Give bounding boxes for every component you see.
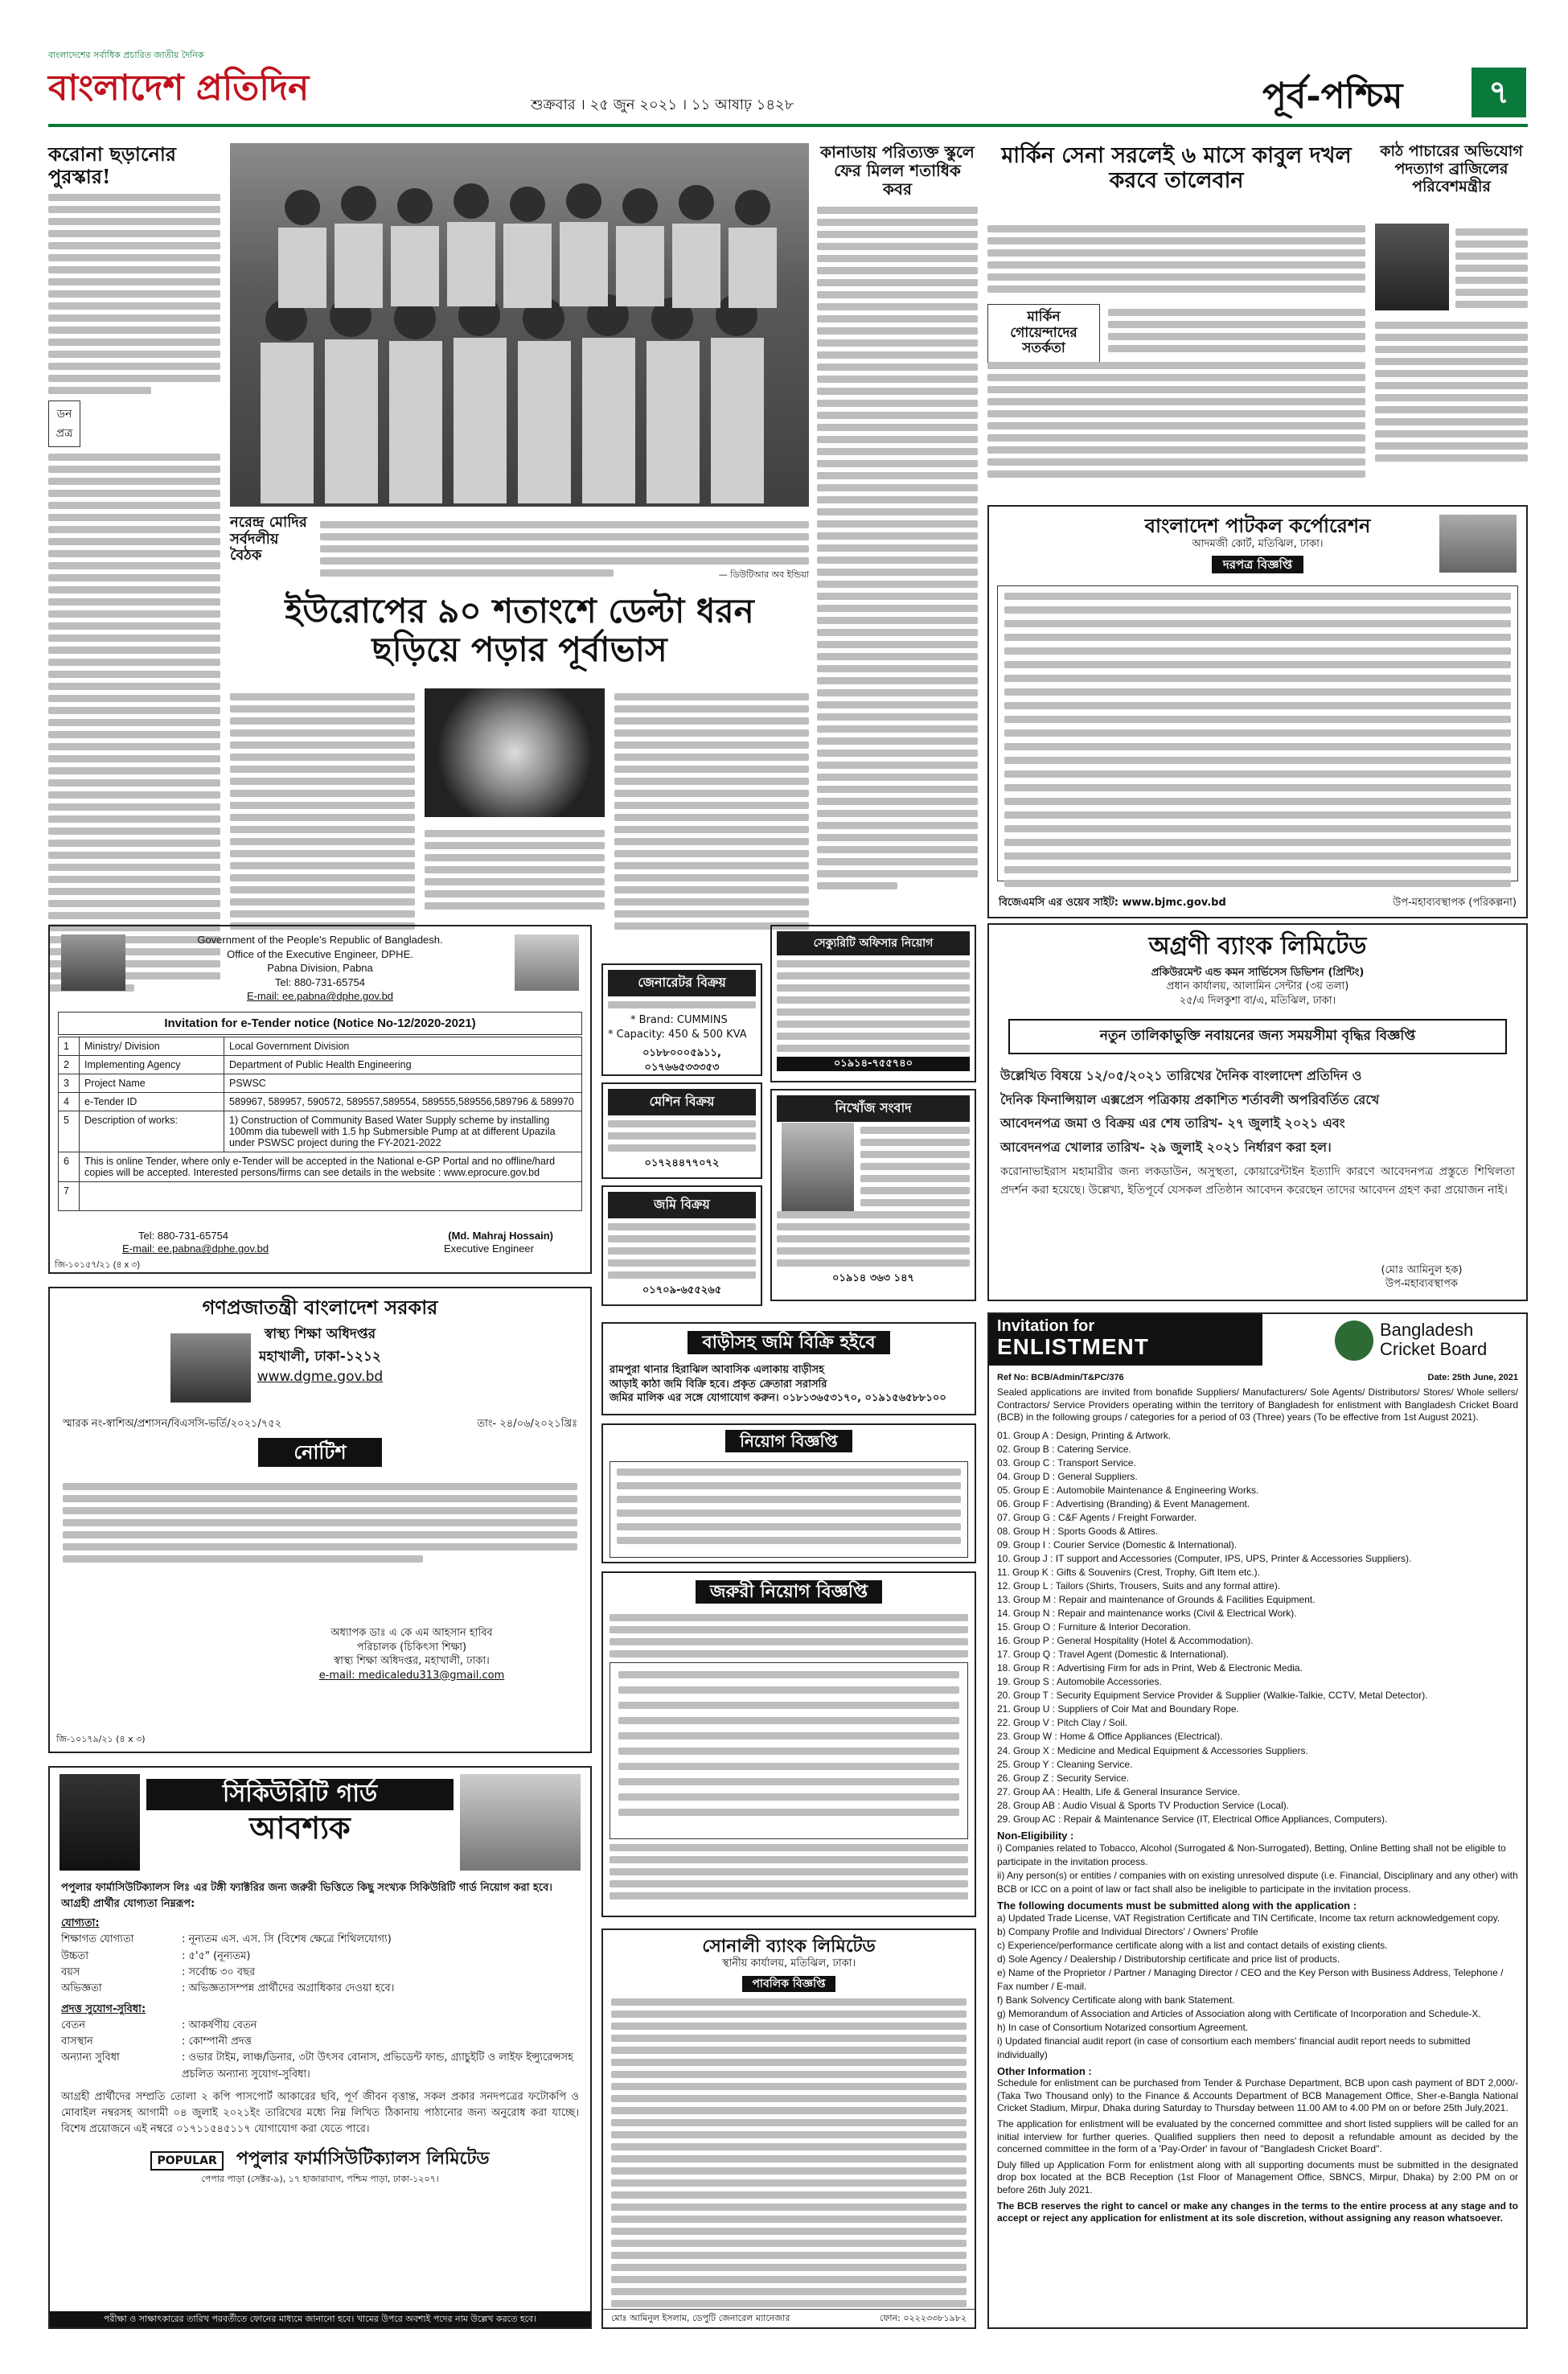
house-title-wrap [610, 1329, 968, 1358]
table-row [59, 1074, 582, 1092]
ad-recruitment [601, 1423, 976, 1563]
ad-title: সেক্যুরিটি অফিসার নিয়োগ [777, 931, 970, 955]
list-item: 12. Group L : Tailors (Shirts, Trousers, Suits and any formal attire). [997, 1580, 1281, 1592]
dgme-address: মহাখালী, ঢাকা-১২১২ [259, 1348, 381, 1365]
list-item [61, 1965, 579, 1981]
article-headline: করোনা ছড়ানোর পুরস্কার! [48, 142, 177, 188]
table-row [59, 1152, 582, 1181]
article-canada-graves [817, 143, 978, 915]
security-phone: ০১৯১৪-৭৫৫৭৪০ [777, 1057, 970, 1071]
ad-title: বাংলাদেশ পাটকল কর্পোরেশন [1144, 514, 1371, 537]
side-tag: ডন প্রত্র [48, 400, 80, 447]
bcb-date: Date: 25th June, 2021 [1427, 1373, 1518, 1382]
list-item: 19. Group S : Automobile Accessories. [997, 1676, 1162, 1688]
sign-name: অধ্যাপক ডাঃ এ কে এম আহসান হাবিব [330, 1627, 493, 1639]
list-item: 09. Group I : Courier Service (Domestic & International). [997, 1539, 1238, 1551]
agrani-address: ২৫/এ দিলকুশা বা/এ, মতিঝিল, ঢাকা। [1179, 994, 1336, 1007]
bcb-org [1380, 1320, 1487, 1359]
article-corona-reward [48, 143, 220, 923]
list-item: f) Bank Solvency Certificate along with bank Statement. [997, 1994, 1235, 2006]
row-number: 4 [59, 1092, 80, 1111]
bcb-org-1: Bangladesh [1380, 1320, 1474, 1340]
dphe-badge [515, 934, 579, 991]
ad-dphe-etender [48, 925, 592, 1274]
issue-date: শুক্রবার । ২৫ জুন ২০২১ । ১১ আষাঢ় ১৪২৮ [531, 97, 794, 113]
article-body-col-2 [1108, 304, 1365, 357]
factory-photo [460, 1774, 581, 1871]
group-photo-illustration [230, 143, 809, 507]
guard-apply: আগ্রহী প্রার্থীদের সম্প্রতি তোলা ২ কপি পাসপোর্ট আকারের ছবি, পূর্ণ জীবন বৃত্তান্ত, সকল প্রকার সনদপত্রের ফটোকপি ও মোবাইল নম্বরসহ আগামী ০৪ জুলাই ২০২১ইং তারিখের মধ্যে নিম্ন লিখিত ঠিকানায় পাঠানোর জন্য অনুরোধ করা যাচ্ছে। বিশেষ প্রয়োজনে এই নম্বরে ০১৭১১৫৪৫১১৭ যোগাযোগ করা যেতে পারে। [61, 2090, 579, 2135]
list-item: i) Updated financial audit report (in case of consortium each members' financial audit report needs to submitted individually) [997, 2035, 1471, 2061]
row-number: 6 [59, 1152, 80, 1181]
dphe-sign-name: (Md. Mahraj Hossain) [448, 1230, 553, 1242]
ad-sonali-bank [601, 1928, 976, 2329]
bcb-non-elig-list [997, 1842, 1518, 1896]
list-item: 02. Group B : Catering Service. [997, 1443, 1131, 1455]
dphe-email: E-mail: ee.pabna@dphe.gov.bd [246, 990, 394, 1003]
page-number-badge [1472, 68, 1526, 117]
dgme-body [63, 1478, 577, 1567]
list-item [61, 2050, 579, 2082]
page-number: ৭ [1488, 74, 1509, 111]
ad-subtitle: দরপত্র বিজ্ঞপ্তি [1212, 556, 1303, 573]
house-phone-1: ০১৮১৩৬৫৩১৭০ [782, 1392, 858, 1405]
list-item [61, 1932, 579, 1948]
row-key: Description of works: [80, 1111, 224, 1152]
machine-phone: ০১৭২৪৪৭৭০৭২ [644, 1157, 720, 1169]
list-item: 18. Group R : Advertising Firm for ads in Print, Web & Electronic Media. [997, 1662, 1303, 1674]
ad-machine-sale [601, 1082, 762, 1179]
item-label: উচ্চতা [61, 1949, 89, 1962]
bcb-header-band [989, 1314, 1262, 1366]
ad-security-guard [48, 1766, 592, 2329]
dgme-gov: গণপ্রজাতন্ত্রী বাংলাদেশ সরকার [202, 1296, 438, 1319]
article-subhead: মার্কিন গোয়েন্দাদের সতর্কতা [987, 304, 1100, 363]
ad-title: জেনারেটর বিক্রয় [608, 970, 756, 996]
article-body [48, 194, 220, 394]
article-body-continued [48, 454, 220, 992]
guard-title-2: আবশ্যক [249, 1809, 351, 1846]
missing-person-photo [782, 1123, 854, 1211]
list-item: 21. Group U : Suppliers of Coir Mat and Boundary Rope. [997, 1703, 1239, 1715]
list-item: 27. Group AA : Health, Life & General Insurance Service. [997, 1785, 1241, 1797]
sign-title: পরিচালক (চিকিৎসা শিক্ষা) [356, 1641, 467, 1653]
mujib-portrait [170, 1333, 251, 1403]
ad-bjmc-tender [987, 505, 1528, 918]
guard-company-block [61, 2149, 579, 2171]
bcb-other-3: Duly filled up Application Form for enlistment along with all supporting documents must be submitted in the designated drop box located at the BCB Reception (1st Floor of Management Office, SBNCS, Mirpur, Dhaka) by 2:00 PM on or before 26th July 2021. [997, 2158, 1518, 2195]
list-item: 03. Group C : Transport Service. [997, 1456, 1136, 1468]
list-item: 23. Group W : Home & Office Appliances (Electrical). [997, 1731, 1223, 1743]
item-label: বয়স [61, 1965, 80, 1978]
table-row [59, 1111, 582, 1152]
sign-name: মোঃ আমিনুল ইসলাম, ডেপুটি জেনারেল ম্যানেজার [611, 2312, 790, 2323]
land-phone: ০১৭০৯-৬৫৫২৬৫ [642, 1284, 722, 1296]
sonali-notice-wrap [611, 1974, 967, 1994]
logo-tagline: বাংলাদেশের সর্বাধিক প্রচারিত জাতীয় দৈনিক [48, 50, 204, 60]
guard-body [61, 1880, 579, 2185]
row-value: Department of Public Health Engineering [224, 1055, 582, 1074]
list-item: 22. Group V : Pitch Clay / Soil. [997, 1717, 1128, 1729]
bjmc-signatory: উপ-মহাব্যবস্থাপক (পরিকল্পনা) [1393, 897, 1517, 910]
row-value: PSWSC [224, 1074, 582, 1092]
bjmc-tender-table [997, 585, 1518, 881]
guard-benefit-head: প্রদত্ত সুযোগ-সুবিধা: [61, 2002, 146, 2015]
article-headline: ইউরোপের ৯০ শতাংশে ডেল্টা ধরন ছড়িয়ে পড়ার পূর্বাভাস [285, 591, 754, 670]
item-value: : অভিজ্ঞতাসম্পন্ন প্রার্থীদের অগ্রাধিকার দেওয়া হবে। [182, 1982, 395, 1994]
dphe-footer-email: E-mail: ee.pabna@dphe.gov.bd [122, 1242, 269, 1255]
lead-photo-caption [230, 515, 809, 581]
list-item [61, 1949, 579, 1965]
classifieds-col-a [601, 963, 762, 1309]
bcb-inv-line1: Invitation for [997, 1317, 1095, 1335]
list-item: b) Company Profile and Individual Directors' / Owners' Profile [997, 1925, 1258, 1937]
dphe-code: জি-১০১৫৭/২১ (৪ x ৩) [55, 1259, 141, 1270]
section-title: পূর্ব-পশ্চিম [1262, 76, 1403, 117]
dgme-notice: নোটিশ [258, 1438, 381, 1467]
ad-land-sale [601, 1185, 762, 1306]
bcb-other-head: Other Information : [997, 2065, 1092, 2078]
list-item: a) Updated Trade License, VAT Registration Certificate and TIN Certificate, Income tax return acknowledgement copy. [997, 1912, 1500, 1924]
list-item [61, 2018, 579, 2034]
recruit-title-wrap [610, 1430, 968, 1456]
agrani-body-1: উল্লেখিত বিষয়ে ১২/০৫/২০২১ তারিখের দৈনিক বাংলাদেশ প্রতিদিন ও [1000, 1068, 1362, 1084]
agrani-body-5: করোনাভাইরাস মহামারীর জন্য লকডাউন, অসুস্থতা, কোয়ারেন্টাইন ইত্যাদি কারণে আবেদনপত্র প্রস্তুতে শিথিলতা প্রদর্শন করা হয়েছে। উল্লেখ্য, ইতিপূর্বে যেসকল প্রতিষ্ঠান আবেদন করেছেন তাদের আবেদন গ্রহণ করা প্রয়োজন নাই। [1000, 1164, 1515, 1197]
list-item: 29. Group AC : Repair & Maintenance Service (IT, Electrical Office Appliances, Computers). [997, 1813, 1388, 1825]
item-label: অভিজ্ঞতা [61, 1982, 102, 1994]
dphe-gov: Government of the People's Republic of Bangladesh. [197, 934, 443, 946]
mujib-portrait [61, 934, 125, 991]
row-value: Local Government Division [224, 1037, 582, 1055]
list-item: d) Sole Agency / Dealership / Distributorship certificate and price list of products. [997, 1953, 1340, 1965]
dphe-table [58, 1037, 582, 1211]
article-kabul-taliban [987, 143, 1365, 497]
sonali-body [611, 1998, 967, 2307]
bcb-content [997, 1386, 1518, 2225]
article-body-right [1455, 224, 1528, 313]
guard-company: পপুলার ফার্মাসিউটিক্যালস লিমিটেড [236, 2148, 490, 2170]
guard-lead: পপুলার ফার্মাসিউটিক্যালস লিঃ এর টঙ্গী ফ্যাক্টরির জন্য জরুরী ভিত্তিতে কিছু সংখ্যক সিকিউরিটি গার্ড নিয়োগ করা হবে। আগ্রহী প্রার্থীর যোগ্যতা নিম্নরূপ: [61, 1882, 552, 1911]
article-headline: কানাডায় পরিত্যক্ত স্কুলে ফের মিলল শতাধিক কবর [820, 142, 975, 199]
guard-footer: পরীক্ষা ও সাক্ষাৎকারের তারিখ পরবর্তীতে ফোনের মাধ্যমে জানানো হবে। খামের উপরে অবশ্যই পদের নাম উল্লেখ করতে হবে। [50, 2311, 590, 2327]
item-label: অন্যান্য সুবিধা [61, 2052, 120, 2064]
ad-house-land-sale [601, 1322, 976, 1415]
list-item: 20. Group T : Security Equipment Service Provider & Supplier (Walkie-Talkie, CCTV, Metal Detector). [997, 1690, 1428, 1702]
dgme-memo-date: তাং- ২৪/০৬/২০২১খ্রিঃ [477, 1418, 577, 1430]
list-item: 14. Group N : Repair and maintenance works (Civil & Electrical Work). [997, 1608, 1297, 1620]
ad-bcb-enlistment [987, 1312, 1528, 2329]
table-row [59, 1181, 582, 1210]
dphe-division: Pabna Division, Pabna [267, 962, 373, 975]
list-item: 16. Group P : General Hospitality (Hotel & Accommodation). [997, 1635, 1254, 1647]
ad-address: আদমজী কোর্ট, মতিঝিল, ঢাকা। [1192, 537, 1324, 550]
house-title: বাড়ীসহ জমি বিক্রি হইবে [688, 1331, 889, 1354]
list-item: 13. Group M : Repair and maintenance of Grounds & Facilities Equipment. [997, 1594, 1316, 1606]
agrani-body-4: আবেদনপত্র খোলার তারিখ- ২৯ জুলাই ২০২১ নির্ধারণ করা হল। [1000, 1139, 1332, 1155]
item-value: : আকর্ষণীয় বেতন [182, 2019, 257, 2032]
generator-brand: * Brand: CUMMINS [630, 1014, 728, 1026]
bcb-group-list [997, 1429, 1518, 1826]
bcb-org-2: Cricket Board [1380, 1339, 1488, 1360]
table-row [59, 1092, 582, 1111]
row-number: 1 [59, 1037, 80, 1055]
list-item: 25. Group Y : Cleaning Service. [997, 1758, 1133, 1770]
row-number: 2 [59, 1055, 80, 1074]
dgme-memo: স্মারক নং-স্বাশিঅ/প্রশাসন/বিএসসি-ভর্তি/২০২১/৭৫২ [63, 1418, 282, 1430]
bjmc-portrait [1439, 515, 1517, 573]
table-row [59, 1055, 582, 1074]
list-item: 10. Group J : IT support and Accessories (Computer, IPS, UPS, Printer & Accessories Suppliers). [997, 1553, 1412, 1565]
list-item: 11. Group K : Gifts & Souvenirs (Crest, Trophy, Gift Item etc.). [997, 1567, 1260, 1579]
list-item: 15. Group O : Furniture & Interior Decoration. [997, 1621, 1191, 1633]
ad-security-officer [770, 925, 976, 1082]
caption-signature: — ডিউটিআর অব ইন্ডিয়া [718, 569, 809, 580]
urgent-title-wrap [610, 1578, 968, 1608]
newspaper-logo: বাংলাদেশ প্রতিদিন [48, 68, 310, 109]
masthead-divider [48, 124, 1528, 127]
dphe-tel: Tel: 880-731-65754 [274, 975, 366, 988]
article-body-col-1 [230, 688, 415, 934]
bcb-ref: Ref No: BCB/Admin/T&PC/376 [997, 1373, 1124, 1382]
row-note: This is online Tender, where only e-Tender will be accepted in the National e-GP Portal and no offline/hard copies will be accepted. Interested persons/firms can see details in the website : www.eprocure.gov.bd [80, 1152, 582, 1181]
article-body-col-3 [614, 688, 809, 934]
table-row [59, 1037, 582, 1055]
item-value: : কোম্পানী প্রদত্ত [182, 2035, 252, 2048]
agrani-body-2: দৈনিক ফিনান্সিয়াল এক্সপ্রেস পত্রিকায় প্রকাশিত শর্তাবলী অপরিবর্তিত রেখে [1000, 1091, 1380, 1107]
list-item: 08. Group H : Sports Goods & Attires. [997, 1526, 1159, 1537]
sonali-phone: ফোন: ০২২২৩৩৮১৯৮২ [879, 2312, 967, 2323]
sign-email: e-mail: medicaledu313@gmail.com [318, 1669, 505, 1682]
missing-phone: ০১৯১৪ ৩৬৩ ১৪৭ [832, 1272, 914, 1284]
guard-title-wrap [146, 1779, 454, 1845]
sonali-signature [603, 2309, 975, 2327]
list-item: 01. Group A : Design, Printing & Artwork. [997, 1429, 1172, 1441]
item-value: : নূন্যতম এস. এস. সি (বিশেষ ক্ষেত্রে শিথিলযোগ্য) [182, 1933, 392, 1946]
list-item: 05. Group E : Automobile Maintenance & Engineering Works. [997, 1484, 1259, 1496]
ad-title: মেশিন বিক্রয় [608, 1089, 756, 1115]
recruit-table [610, 1461, 968, 1558]
bcb-inv-line2: ENLISTMENT [997, 1334, 1149, 1359]
list-item [61, 2034, 579, 2050]
row-value: 589967, 589957, 590572, 589557,589554, 589555,589556,589796 & 589970 [224, 1092, 582, 1111]
guard-title: সিকিউরিটি গার্ড [146, 1779, 454, 1810]
row-number: 5 [59, 1111, 80, 1152]
sign-office: স্বাস্থ্য শিক্ষা অধিদপ্তর, মহাখালী, ঢাকা। [334, 1655, 490, 1668]
article-body-col-3 [987, 357, 1365, 483]
row-note [80, 1181, 582, 1210]
caption-title: নরেন্দ্র মোদির সর্বদলীয় বৈঠক [230, 514, 307, 565]
agrani-notice-title: নতুন তালিকাভুক্তি নবায়নের জন্য সময়সীমা বৃদ্ধির বিজ্ঞপ্তি [1008, 1019, 1507, 1054]
list-item: 04. Group D : General Suppliers. [997, 1470, 1138, 1482]
bcb-docs-head: The following documents must be submitted along with the application : [997, 1899, 1357, 1912]
recruit-title: নিয়োগ বিজ্ঞপ্তি [725, 1430, 852, 1452]
ad-title: নিখোঁজ সংবাদ [777, 1095, 970, 1122]
list-item: 24. Group X : Medicine and Medical Equipment & Accessories Suppliers. [997, 1744, 1308, 1756]
list-item: c) Experience/performance certificate along with a list and contact details of existing clients. [997, 1939, 1388, 1951]
bcb-docs-list [997, 1912, 1518, 2062]
sign-name: (মোঃ আমিনুল হক) [1381, 1263, 1463, 1276]
list-item: ii) Any person(s) or entities / companies with on existing unresolved dispute (i.e. Financial, Disciplinary and any other) with BCB or ICC on a point of law or fact shall also be ineligible to participate in the invitation process. [997, 1869, 1518, 1895]
dphe-notice-title: Invitation for e-Tender notice (Notice No-12/2020-2021) [58, 1012, 582, 1035]
item-label: বেতন [61, 2019, 86, 2032]
classifieds-col-b [770, 925, 976, 1311]
row-value: 1) Construction of Community Based Water Supply scheme by installing 100mm dia tubewell with 1.5 hp Submersible Pump at at different Upazila under PSWSC project during the FY-2021-2022 [224, 1111, 582, 1152]
article-body [1375, 317, 1528, 466]
sign-title: উপ-মহাব্যবস্থাপক [1385, 1278, 1458, 1291]
guard-benefits [61, 2018, 579, 2083]
masthead [48, 47, 1528, 135]
sonali-notice: পাবলিক বিজ্ঞপ্তি [742, 1976, 835, 1992]
sonali-branch: স্থানীয় কার্যালয়, মতিঝিল, ঢাকা। [721, 1957, 856, 1970]
generator-phone: ০১৮৮০০০৫৯১১, ০১৭৬৬৫৩৩৩৫৩ [642, 1047, 721, 1074]
bcb-other-4: The BCB reserves the right to cancel or make any changes in the terms to the entire process at any stage and to accept or reject any application for enlistment at its sole discretion, without assigning any reason whatsoever. [997, 2199, 1518, 2224]
ad-urgent-recruitment [601, 1571, 976, 1917]
list-item: e) Name of the Proprietor / Partner / Managing Director / CEO and the Key Person with Business Address, Telephone / Fax number / E-mail. [997, 1966, 1504, 1992]
house-line1: রামপুরা থানার হিরাঝিল আবাসিক এলাকায় বাড়ীসহ [610, 1364, 824, 1376]
article-delta-variant [230, 592, 809, 962]
article-body [817, 207, 978, 889]
bcb-logo [1335, 1320, 1373, 1361]
bcb-other-1: Schedule for enlistment can be purchased from Tender & Purchase Department, BCB upon cash payment of BDT 2,000/-(Taka Two Thousand only) to the Finance & Accounts Department of BCB Management Office, Sher-e-Bangla National Cricket Stadium, Mirpur, Dhaka during Saturday to Thursday between 11.00 AM to 4.00 PM on or before 25th July,2021. [997, 2077, 1518, 2114]
list-item: 28. Group AB : Audio Visual & Sports TV Production Service (Local). [997, 1799, 1290, 1811]
agrani-bank: অগ্রণী ব্যাংক লিমিটেড [1148, 932, 1367, 960]
row-number: 3 [59, 1074, 80, 1092]
dphe-footer-tel: Tel: 880-731-65754 [138, 1230, 229, 1242]
item-value: : সর্বোচ্চ ৩০ বছর [182, 1965, 256, 1978]
generator-capacity: * Capacity: 450 & 500 KVA [608, 1028, 747, 1041]
row-key: e-Tender ID [80, 1092, 224, 1111]
urgent-title: জরুরী নিয়োগ বিজ্ঞপ্তি [696, 1580, 882, 1604]
row-key: Project Name [80, 1074, 224, 1092]
bjmc-website: বিজেএমসি এর ওয়েব সাইট: www.bjmc.gov.bd [999, 897, 1226, 910]
guard-qual-head: যোগ্যতা: [61, 1917, 100, 1930]
ad-generator-sale [601, 963, 762, 1076]
bcb-intro: Sealed applications are invited from bonafide Suppliers/ Manufacturers/ Sole Agents/ Distributors/ Stores/ Whole sellers/ Contractors/ Service Providers operating within the territory of Bangladesh for enlistment with Bangladesh Cricket Board (BCB) in the following groups / categories for a period of 03 (Three) years (To be effective from 1st August 2021). [997, 1386, 1518, 1423]
minister-photo [1375, 224, 1449, 310]
ad-dgme-notice [48, 1287, 592, 1753]
item-value: : ৫'৫" (নূন্যতম) [182, 1949, 251, 1962]
house-line2: আড়াই কাঠা জমি বিক্রি হবে। প্রকৃত ক্রেতারা সরাসরি [610, 1378, 827, 1390]
agrani-division: প্রকিউরমেন্ট এন্ড কমন সার্ভিসেস ডিভিশন (প্রিন্টিং) [1151, 966, 1365, 979]
guard-qualifications [61, 1932, 579, 1997]
dgme-code: জি-১০১৭৯/২১ (৪ x ৩) [56, 1733, 146, 1744]
list-item: g) Memorandum of Association and Articles of Association along with Certificate of Incorporation and Schedule-X. [997, 2008, 1481, 2020]
virus-image [425, 688, 605, 817]
row-key: Ministry/ Division [80, 1037, 224, 1055]
article-body-col-1 [987, 220, 1365, 298]
dgme-notice-badge [50, 1438, 590, 1470]
agrani-office: প্রধান কার্যালয়, আলামিন সেন্টার (৩য় তলা) [1166, 980, 1349, 993]
item-label: বাসস্থান [61, 2035, 93, 2048]
ad-missing-person [770, 1089, 976, 1301]
article-body-col-2 [425, 825, 605, 914]
article-headline: মার্কিন সেনা সরলেই ৬ মাসে কাবুল দখল করবে তালেবান [1001, 143, 1352, 194]
bcb-non-elig-head: Non-Eligibility : [997, 1829, 1074, 1842]
popular-logo: POPULAR [150, 2151, 223, 2171]
list-item: 07. Group G : C&F Agents / Freight Forwarder. [997, 1511, 1197, 1523]
dphe-office: Office of the Executive Engineer, DPHE. [227, 947, 413, 960]
row-number: 7 [59, 1181, 80, 1210]
house-phone-2: ০১৯১৫৬৫৮৮১০০ [864, 1392, 946, 1405]
agrani-signature [1341, 1263, 1502, 1292]
article-headline: কাঠ পাচারের অভিযোগ পদত্যাগ ব্রাজিলের পরিবেশমন্ত্রীর [1380, 142, 1523, 195]
dphe-sign-title: Executive Engineer [443, 1242, 534, 1255]
urgent-table [610, 1662, 968, 1839]
guard-company-address: পেপার পাড়া (সেক্টর-৯), ১৭ হাজারাবাগ, পশ্চিম পাড়া, ঢাকা-১২০৭। [201, 2173, 439, 2184]
guard-illustration [60, 1774, 140, 1871]
list-item: 17. Group Q : Travel Agent (Domestic & International). [997, 1649, 1229, 1661]
dgme-website: www.dgme.gov.bd [257, 1368, 384, 1385]
bcb-other-2: The application for enlistment will be evaluated by the concerned committee and short listed suppliers will be called for an initial interview for further queries. Qualified suppliers then need to deposit a refundable amount as decided by the concerned committee in the form of a 'Pay-Order' in favour of "Bangladesh Cricket Board". [997, 2117, 1518, 2155]
row-key: Implementing Agency [80, 1055, 224, 1074]
house-line3: জমির মালিক এর সঙ্গে যোগাযোগ করুন। ০১৮১৩৬৫৩১৭০, ০১৯১৫৬৫৮৮১০০ [610, 1392, 946, 1405]
list-item: h) In case of Consortium Notarized consortium Agreement. [997, 2022, 1249, 2034]
list-item [61, 1981, 579, 1997]
dgme-signature [291, 1626, 532, 1682]
item-value: : ওভার টাইম, লাঞ্চ/ডিনার, ৩টা উৎসব বোনাস, প্রভিডেন্ট ফান্ড, গ্র্যাচুইটি ও লাইফ ইন্স্যুরেন্সসহ প্রচলিত অন্যান্য সুযোগ-সুবিধা। [182, 2052, 573, 2080]
sonali-bank: সোনালী ব্যাংক লিমিটেড [702, 1936, 876, 1957]
ad-agrani-bank [987, 923, 1528, 1301]
list-item: 06. Group F : Advertising (Branding) & Event Management. [997, 1497, 1250, 1509]
dgme-dept: স্বাস্থ্য শিক্ষা অধিদপ্তর [264, 1325, 376, 1342]
lead-photo-modi-meeting [230, 143, 809, 507]
item-label: শিক্ষাগত যোগ্যতা [61, 1933, 134, 1946]
ad-title: জমি বিক্রয় [608, 1192, 756, 1218]
list-item: i) Companies related to Tobacco, Alcohol (Surrogated & Non-Surrogated), Betting, Online Betting shall not be eligible to participate in the invitation process. [997, 1842, 1506, 1867]
agrani-body-3: আবেদনপত্র জমা ও বিক্রয় এর শেষ তারিখ- ২৭ জুলাই ২০২১ এবং [1000, 1115, 1345, 1132]
article-brazil-minister [1375, 143, 1528, 497]
list-item: 26. Group Z : Security Service. [997, 1772, 1130, 1784]
